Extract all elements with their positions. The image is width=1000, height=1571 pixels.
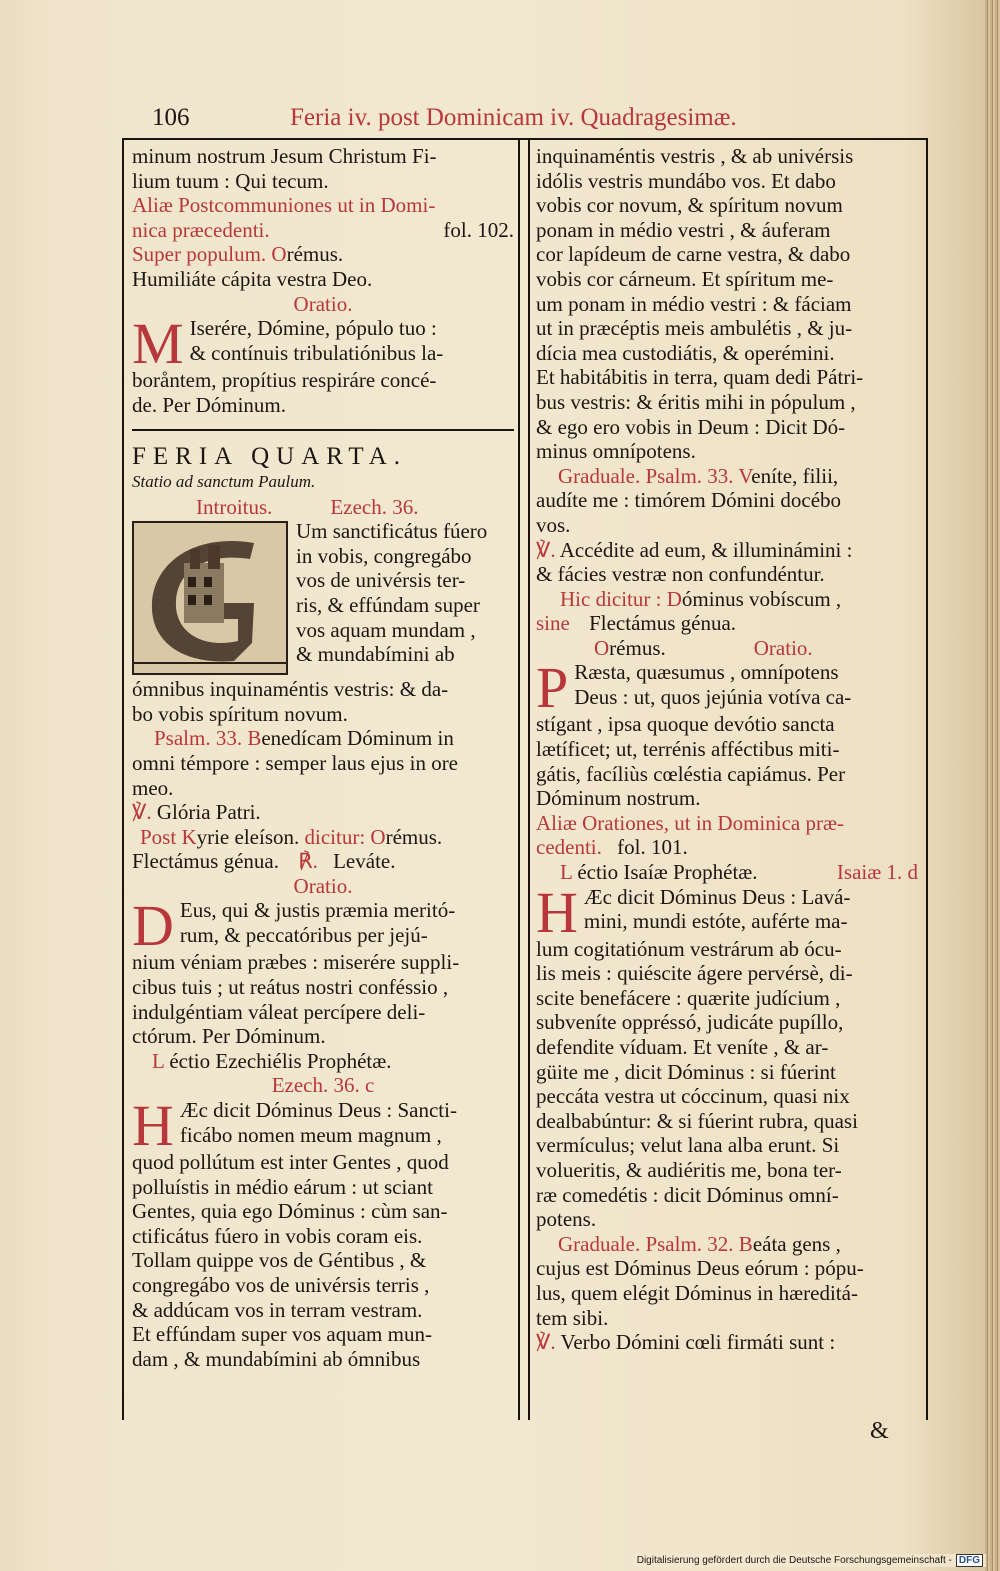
versicle-line	[536, 538, 918, 563]
text-line: Iserére, Dómine, pópulo tuo :	[189, 316, 437, 341]
rubric-text: nica præcedenti.	[132, 217, 270, 242]
introitus-label: Introitus.	[196, 494, 273, 519]
rubric-line: Aliæ Orationes, ut in Dominica præ-	[536, 810, 844, 835]
text: Accédite ad eum, & illuminámini :	[559, 537, 853, 562]
text-line: lus, quem elégit Dóminus in hæreditá-	[536, 1280, 858, 1305]
text: enedícam Dóminum in	[261, 726, 454, 751]
text-line: Eus, qui & justis præmia meritó-	[179, 898, 456, 923]
text-line: dam , & mundabímini ab ómnibus	[132, 1346, 421, 1371]
catchword: &	[870, 1418, 889, 1444]
column-rule-left	[122, 140, 124, 1420]
rubric-text: Super populum.	[132, 242, 267, 267]
kyrie-line	[132, 825, 514, 850]
text-line: in vobis, congregábo	[296, 543, 472, 568]
text-line: Um sanctificátus fúero	[296, 519, 488, 544]
text-line: cibus tuis ; ut reátus nostri conféssio ,	[132, 975, 449, 1000]
text-line: nium véniam præbes : miserére suppli-	[132, 950, 460, 975]
versicle-line	[132, 800, 514, 825]
left-column	[132, 144, 514, 1371]
text: eníte, filii,	[751, 463, 839, 488]
text-line: minum nostrum Jesum Christum Fi-	[132, 144, 437, 168]
text-line: bo vobis spíritum novum.	[132, 701, 348, 726]
right-column	[536, 144, 918, 1355]
red-initial: L	[560, 860, 573, 885]
text: óminus vobíscum ,	[681, 586, 842, 611]
text: éctio Isaíæ Prophétæ.	[577, 860, 758, 885]
scripture-ref: Ezech. 36. c	[271, 1073, 375, 1098]
text-line: Gentes, quia ego Dóminus : cùm san-	[132, 1199, 448, 1224]
text-line: vos.	[536, 512, 571, 537]
text-line: Tollam quippe vos de Géntibus , &	[132, 1248, 427, 1273]
gradual-line	[536, 1232, 918, 1257]
text-line: Et habitábitis in terra, quam dedi Pátri-	[536, 365, 864, 390]
text-line: ómnibus inquinaméntis vestris: & da-	[132, 677, 449, 702]
text-line: lætíficet; ut, terrénis afféctibus miti-	[536, 737, 840, 762]
text-line: & addúcam vos in terram vestram.	[132, 1297, 423, 1322]
column-rule-mid-left	[518, 140, 520, 1420]
super-populum-line	[132, 242, 514, 267]
text-line: bus vestris: & éritis mihi in pópulum ,	[536, 389, 856, 414]
text-line: congregábo vos de univérsis terris ,	[132, 1273, 430, 1297]
text-line: inquinaméntis vestris , & ab univérsis	[536, 144, 854, 168]
red-initial: D	[666, 586, 682, 611]
column-rule-mid-right	[528, 140, 530, 1420]
lectio-isaiae	[536, 879, 918, 1232]
page-header	[118, 104, 928, 138]
rubric-text: Graduale. Psalm. 33.	[558, 463, 734, 488]
gradual-line	[536, 464, 918, 489]
text-line: Æc dicit Dóminus Deus : Sancti-	[179, 1098, 457, 1123]
red-initial: O	[271, 242, 287, 267]
versicle-symbol: ℣.	[132, 800, 152, 825]
text-line: gátis, facíliùs cœléstia capiámus. Per	[536, 761, 846, 786]
column-rule-right	[926, 140, 928, 1420]
text-line: vobis cor cárneum. Et spíritum me-	[536, 266, 834, 291]
sine-line	[536, 611, 918, 636]
text-line: peccáta vestra ut cóccinum, quasi nix	[536, 1084, 850, 1109]
text-line: ponam in médio vestri , & áuferam	[536, 217, 831, 242]
text-line: lis meis : quiéscite ágere pervérsè, di-	[536, 961, 853, 986]
hic-dicitur-line	[536, 587, 918, 612]
text-line: rum, & peccatóribus per jejú-	[179, 923, 428, 948]
text-line: & fácies vestræ non confundéntur.	[536, 562, 825, 587]
text-line: meo.	[132, 775, 174, 800]
drop-cap: P	[536, 655, 569, 721]
text-line: ræ comedétis : dicit Dóminus omní-	[536, 1182, 839, 1207]
oratio-heading: Oratio.	[293, 873, 353, 898]
running-title: Feria iv. post Dominicam iv. Quadragesimæ.	[290, 104, 737, 131]
text-line: cujus est Dóminus Deus eórum : pópu-	[536, 1256, 864, 1281]
text-line: lium tuum : Qui tecum.	[132, 168, 329, 193]
versicle-line	[536, 1330, 918, 1355]
text-line: ficábo nomen meum magnum ,	[179, 1122, 442, 1147]
red-initial: K	[181, 824, 197, 849]
text-line: um ponam in médio vestri : & fáciam	[536, 291, 852, 316]
text-line: Dóminum nostrum.	[536, 786, 701, 811]
response-symbol: ℟.	[298, 849, 318, 874]
text-line: ut in præcéptis meis ambulétis , & ju-	[536, 316, 853, 341]
oratio-heading: Oratio.	[293, 291, 353, 316]
flectamus-line	[132, 849, 514, 874]
text-line: Æc dicit Dóminus Deus : Lavá-	[583, 884, 851, 909]
rubric-text: Graduale. Psalm. 32.	[558, 1231, 734, 1256]
text: éctio Ezechiélis Prophétæ.	[169, 1048, 392, 1073]
text: Leváte.	[333, 849, 396, 874]
text-line: Et effúndam super vos aquam mun-	[132, 1322, 432, 1347]
red-initial: O	[370, 824, 386, 849]
text-line: vos de univérsis ter-	[296, 568, 466, 593]
text-line: vobis cor novum, & spíritum novum	[536, 193, 843, 218]
text-line: omni témpore : semper laus ejus in ore	[132, 750, 459, 775]
drop-cap: H	[536, 879, 578, 945]
dfg-logo: DFG	[956, 1554, 983, 1567]
section-rule	[132, 429, 514, 431]
text-line: ctificátus fúero in vobis coram eis.	[132, 1223, 423, 1248]
text-line: volueritis, & audiéritis me, bona ter-	[536, 1157, 842, 1182]
text-line: lum cogitatiónum vestrárum ab ócu-	[536, 936, 842, 961]
text-line: quod pollútum est inter Gentes , quod	[132, 1150, 449, 1175]
text-line: & mundabímini ab	[296, 642, 455, 667]
red-initial: O	[594, 635, 610, 660]
text-line: ctórum. Per Dóminum.	[132, 1024, 326, 1049]
rubric-line	[536, 835, 918, 860]
statio-line: Statio ad sanctum Paulum.	[132, 471, 316, 491]
drop-cap: D	[132, 893, 174, 959]
scripture-ref: Ezech. 36.	[330, 494, 419, 519]
lectio-line	[536, 860, 918, 885]
historiated-initial-image	[132, 521, 288, 675]
rubric-line	[132, 218, 514, 243]
rubric-line: Aliæ Postcommuniones ut in Domi-	[132, 193, 436, 218]
text: rémus.	[609, 635, 666, 660]
introit-rubric	[132, 495, 514, 520]
text-line: vermículus; velut lana alba erunt. Si	[536, 1133, 840, 1158]
text-line: boråntem, propítius respiráre concé-	[132, 368, 437, 393]
header-rule	[122, 138, 928, 140]
folio-ref: fol. 102.	[443, 217, 514, 242]
text-line: & contínuis tribulatiónibus la-	[189, 340, 444, 365]
text-line: Humiliáte cápita vestra Deo.	[132, 266, 373, 291]
lectio-line	[132, 1049, 514, 1074]
text-line: dícia mea custodiátis, & operémini.	[536, 340, 835, 365]
text: yrie eleíson.	[196, 824, 300, 849]
oremus-line	[536, 636, 918, 661]
drop-cap: M	[132, 311, 184, 377]
text-line: polluístis in médio eárum : ut sciant	[132, 1174, 433, 1199]
text: Glória Patri.	[156, 800, 261, 825]
text: Flectámus génua.	[132, 849, 279, 874]
text-line: subveníte oppréssó, judicáte pupíllo,	[536, 1010, 844, 1035]
text-line: tem sibi.	[536, 1305, 609, 1330]
rubric-text: Hic dicitur :	[560, 586, 662, 611]
text-line: potens.	[536, 1207, 597, 1232]
rubric-text: cedenti.	[536, 835, 602, 860]
introit-block	[132, 519, 514, 726]
text-line: idólis vestris mundábo vos. Et dabo	[536, 168, 836, 193]
text-line: cor lapídeum de carne vestra, & dabo	[536, 242, 851, 267]
feria-heading: FERIA QUARTA.	[132, 443, 408, 471]
text-line: & ego ero vobis in Deum : Dicit Dó-	[536, 414, 846, 439]
text-line: Deus : ut, quos jejúnia votíva ca-	[574, 685, 852, 710]
prayer-praesta	[536, 655, 918, 811]
text-line: vos aquam mundam ,	[296, 617, 476, 642]
red-initial: B	[738, 1231, 753, 1256]
rubric-text: Post	[140, 824, 177, 849]
footer-text: Digitalisierung gefördert durch die Deutsche Forschungsgemeinschaft -	[636, 1555, 952, 1566]
versicle-symbol: ℣.	[536, 1330, 556, 1355]
page-edge	[985, 0, 1000, 1571]
text-line: audíte me : timórem Dómini docébo	[536, 488, 842, 513]
digitization-footer	[634, 1554, 986, 1567]
text-line: indulgéntiam váleat percípere deli-	[132, 999, 426, 1024]
rubric-text: dicitur:	[304, 824, 366, 849]
folio-ref: fol. 101.	[617, 835, 688, 860]
text: rémus.	[286, 242, 344, 267]
text-line: stígant , ipsa quoque devótio sancta	[536, 712, 835, 737]
text-line: Ræsta, quæsumus , omnípotens	[574, 660, 839, 685]
text: rémus.	[385, 824, 443, 849]
text-line: scite benefácere : quærite judícium ,	[536, 985, 841, 1010]
prayer-deus	[132, 893, 514, 1049]
text: eáta gens ,	[752, 1231, 841, 1256]
drop-cap: H	[132, 1093, 174, 1159]
red-initial: V	[738, 463, 752, 488]
text-line: dealbabúntur: & si fúerint rubra, quasi	[536, 1108, 858, 1133]
oratio-heading: Oratio.	[753, 635, 813, 660]
prayer-miserere	[132, 311, 514, 417]
text-line: minus omnípotens.	[536, 439, 696, 464]
text-line: defendite víduam. Et veníte , & ar-	[536, 1035, 829, 1059]
text-line: mini, mundi estóte, auférte ma-	[583, 909, 848, 934]
text: Verbo Dómini cœli firmáti sunt :	[560, 1330, 836, 1355]
text-line: güite me , dicit Dóminus : si fúerint	[536, 1059, 836, 1084]
psalm-ref: Psalm. 33.	[154, 726, 243, 751]
versicle-symbol: ℣.	[536, 537, 556, 562]
text-line: ris, & effúndam super	[296, 592, 480, 617]
scripture-ref: Isaiæ 1. d	[836, 860, 918, 885]
text: Flectámus génua.	[589, 611, 737, 636]
page-number: 106	[152, 104, 190, 131]
red-initial: B	[247, 726, 262, 751]
text-line: de. Per Dóminum.	[132, 392, 286, 417]
red-initial: L	[152, 1048, 165, 1073]
rubric-text: sine	[536, 611, 570, 636]
lectio-haec	[132, 1093, 514, 1371]
psalm-line	[132, 726, 514, 751]
